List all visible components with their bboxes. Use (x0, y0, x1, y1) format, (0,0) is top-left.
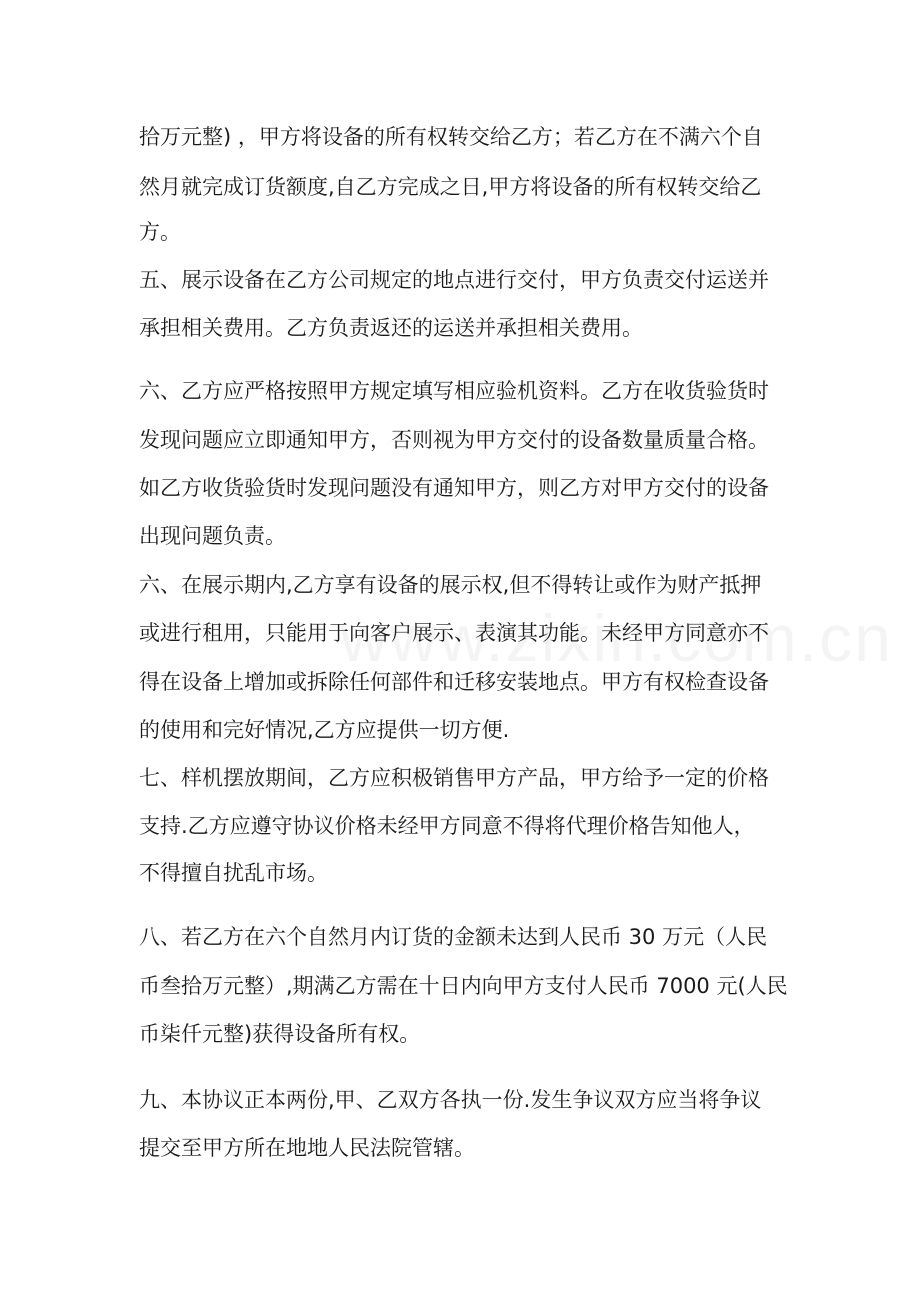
text-line: 方。 (139, 220, 181, 244)
text-line: 然月就完成订货额度,自乙方完成之日,甲方将设备的所有权转交给乙 (139, 175, 762, 199)
text-line: 拾万元整) ，甲方将设备的所有权转交给乙方；若乙方在不满六个自 (139, 125, 763, 149)
text-line: 币柒仟元整)获得设备所有权。 (139, 1022, 421, 1046)
text-line: 币叁拾万元整）,期满乙方需在十日内向甲方支付人民币 7000 元(人民 (139, 974, 788, 998)
text-line: 提交至甲方所在地地人民法院管辖。 (139, 1136, 475, 1160)
text-line: 六、乙方应严格按照甲方规定填写相应验机资料。乙方在收货验货时 (139, 379, 769, 403)
text-line: 如乙方收货验货时发现问题没有通知甲方，则乙方对甲方交付的设备 (139, 476, 769, 500)
text-line: 承担相关费用。乙方负责返还的运送并承担相关费用。 (139, 316, 643, 340)
text-line: 的使用和完好情况,乙方应提供一切方便. (139, 718, 510, 742)
text-line: 支持.乙方应遵守协议价格未经甲方同意不得将代理价格告知他人， (139, 814, 755, 838)
text-line: 不得擅自扰乱市场。 (139, 861, 328, 885)
text-line: 五、展示设备在乙方公司规定的地点进行交付，甲方负责交付运送并 (139, 268, 769, 292)
text-line: 或进行租用，只能用于向客户展示、表演其功能。未经甲方同意亦不 (139, 621, 769, 645)
text-line: 八、若乙方在六个自然月内订货的金额未达到人民币 30 万元（人民 (139, 925, 768, 949)
text-line: 发现问题应立即通知甲方，否则视为甲方交付的设备数量质量合格。 (139, 428, 769, 452)
text-line: 出现问题负责。 (139, 524, 286, 548)
text-line: 得在设备上增加或拆除任何部件和迁移安装地点。甲方有权检查设备 (139, 670, 769, 694)
text-line: 六、在展示期内,乙方享有设备的展示权,但不得转让或作为财产抵押 (139, 573, 762, 597)
text-line: 九、本协议正本两份,甲、乙双方各执一份.发生争议双方应当将争议 (139, 1088, 762, 1112)
text-line: 七、样机摆放期间，乙方应积极销售甲方产品，甲方给予一定的价格 (139, 766, 769, 790)
